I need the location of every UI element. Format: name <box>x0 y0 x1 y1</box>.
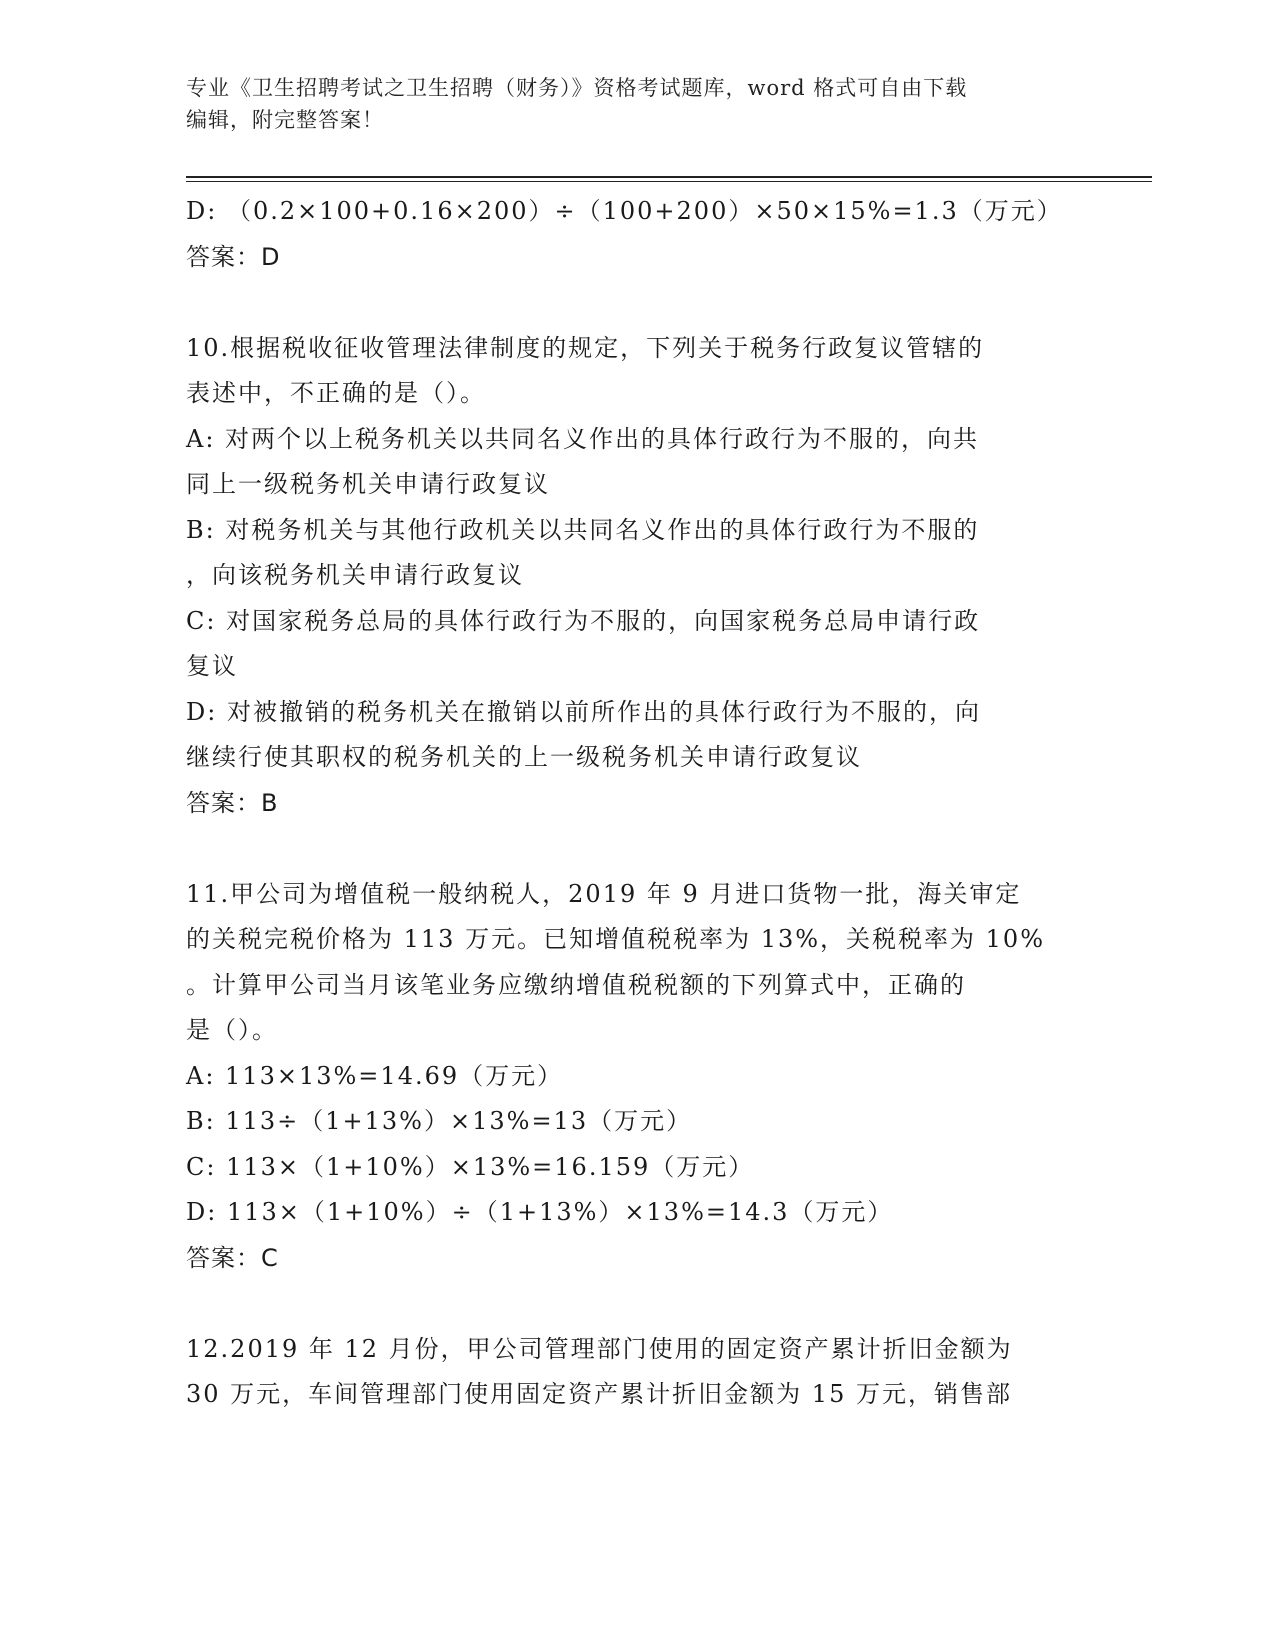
header-line-2: 编辑，附完整答案！ <box>186 108 384 132</box>
q11-answer: 答案：C <box>186 1243 279 1272</box>
header-divider-thin <box>186 181 1152 182</box>
header-divider-thick <box>186 176 1152 178</box>
q11-option-a: A: 113×13%=14.69（万元） <box>186 1061 564 1090</box>
q11-option-b: B: 113÷（1+13%）×13%=13（万元） <box>186 1107 693 1135</box>
spacer <box>186 280 1086 326</box>
q10-stem-line-1: 10.根据税收征收管理法律制度的规定，下列关于税务行政复议管辖的 <box>186 333 985 362</box>
q11-stem-line-4: 是（）。 <box>186 1016 278 1044</box>
q10-option-a-line-2: 同上一级税务机关申请行政复议 <box>186 470 550 498</box>
q10-option-c-line-1: C: 对国家税务总局的具体行政行为不服的，向国家税务总局申请行政 <box>186 606 981 635</box>
q10-option-c-line-2: 复议 <box>186 652 238 680</box>
page-header <box>186 72 1066 136</box>
question-content <box>186 189 1086 1418</box>
q11-option-d: D: 113×（1+10%）÷（1+13%）×13%=14.3（万元） <box>186 1198 894 1226</box>
q12-stem-line-1: 12.2019 年 12 月份，甲公司管理部门使用的固定资产累计折旧金额为 <box>186 1334 1013 1363</box>
q11-stem-line-3: 。计算甲公司当月该笔业务应缴纳增值税税额的下列算式中，正确的 <box>186 970 966 999</box>
spacer <box>186 826 1086 872</box>
q9-option-d: D: （0.2×100+0.16×200）÷（100+200）×50×15%=1.3（万元） <box>186 197 1063 225</box>
header-line-1: 专业《卫生招聘考试之卫生招聘（财务）》资格考试题库，word 格式可自由下载 <box>186 76 968 100</box>
spacer <box>186 1281 1086 1327</box>
q10-stem-line-2: 表述中，不正确的是（）。 <box>186 379 486 407</box>
q11-option-c: C: 113×（1+10%）×13%=16.159（万元） <box>186 1152 755 1181</box>
q10-option-d-line-2: 继续行使其职权的税务机关的上一级税务机关申请行政复议 <box>186 743 862 771</box>
q10-option-a-line-1: A: 对两个以上税务机关以共同名义作出的具体行政行为不服的，向共 <box>186 424 980 453</box>
q10-option-b-line-2: ，向该税务机关申请行政复议 <box>186 561 524 589</box>
q9-answer: 答案：D <box>186 242 281 271</box>
q10-option-d-line-1: D: 对被撤销的税务机关在撤销以前所作出的具体行政行为不服的，向 <box>186 697 981 726</box>
q12-stem-line-2: 30 万元，车间管理部门使用固定资产累计折旧金额为 15 万元，销售部 <box>186 1380 1012 1408</box>
q10-answer: 答案：B <box>186 788 279 817</box>
q11-stem-line-2: 的关税完税价格为 113 万元。已知增值税税率为 13%，关税税率为 10% <box>186 925 1046 953</box>
q10-option-b-line-1: B: 对税务机关与其他行政机关以共同名义作出的具体行政行为不服的 <box>186 515 980 544</box>
q11-stem-line-1: 11.甲公司为增值税一般纳税人，2019 年 9 月进口货物一批，海关审定 <box>186 879 1022 908</box>
